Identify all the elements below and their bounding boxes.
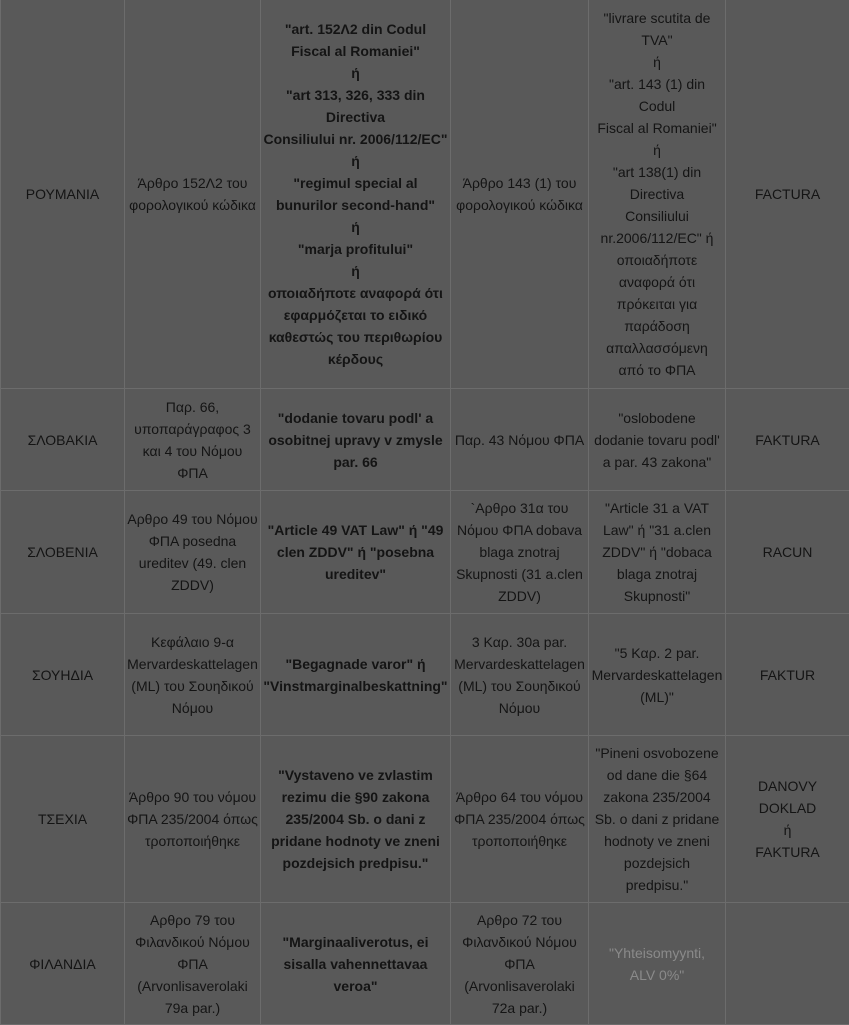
cell-line: τροποποιήθηκε <box>453 830 586 852</box>
document-type-cell <box>726 491 849 614</box>
exempt-mention-cell <box>589 389 726 491</box>
margin-article-cell <box>125 614 261 736</box>
country-cell: ΣΛΟΒΑΚΙΑ <box>1 389 125 491</box>
cell-line: Αρθρο 49 του Νόμου <box>127 508 258 530</box>
cell-line: "Vinstmarginalbeskattning" <box>263 675 448 697</box>
cell-line: εφαρμόζεται το ειδικό <box>263 304 448 326</box>
cell-line: από το ΦΠΑ <box>591 359 723 381</box>
cell-line: osobitnej upravy v zmysle <box>263 429 448 451</box>
cell-line: ALV 0%" <box>591 964 723 986</box>
cell-line: φορολογικού κώδικα <box>453 194 586 216</box>
margin-mention-cell <box>261 491 451 614</box>
cell-line: "marja profitului" <box>263 238 448 260</box>
cell-line: Skupnosti" <box>591 585 723 607</box>
table-row <box>1 0 849 389</box>
cell-line: "art. 143 (1) din <box>591 73 723 95</box>
cell-line: Αρθρο 79 του <box>127 909 258 931</box>
cell-line: rezimu die §90 zakona <box>263 786 448 808</box>
document-type-cell <box>726 389 849 491</box>
cell-line: Άρθρο 64 του νόμου <box>453 786 586 808</box>
cell-line: DOKLAD <box>728 797 847 819</box>
cell-line: Law" ή "31 a.clen <box>591 519 723 541</box>
cell-line: FAKTURA <box>728 841 847 863</box>
cell-line: a par. 43 zakona" <box>591 451 723 473</box>
cell-line: `Αρθρο 31α του <box>453 497 586 519</box>
cell-line: φορολογικού κώδικα <box>127 194 258 216</box>
exempt-mention-cell <box>589 491 726 614</box>
cell-line: "livrare scutita de <box>591 7 723 29</box>
country-cell: ΣΟΥΗΔΙΑ <box>1 614 125 736</box>
cell-line: ή <box>263 62 448 84</box>
margin-mention-cell <box>261 389 451 491</box>
cell-line: Νόμου ΦΠΑ dobava <box>453 519 586 541</box>
cell-line: (ML) του Σουηδικού <box>127 675 258 697</box>
cell-line: Κεφάλαιο 9-α <box>127 631 258 653</box>
cell-line: 79a par.) <box>127 997 258 1019</box>
cell-line: Νόμου <box>127 697 258 719</box>
cell-line: παράδοση <box>591 315 723 337</box>
cell-line: pridane hodnoty ve zneni <box>263 830 448 852</box>
cell-line: κέρδους <box>263 348 448 370</box>
cell-line: "oslobodene <box>591 407 723 429</box>
cell-line: Sb. o dani z pridane <box>591 808 723 830</box>
cell-line: Άρθρο 143 (1) του <box>453 172 586 194</box>
table-row <box>1 903 849 1025</box>
cell-line: ΦΠΑ <box>127 462 258 484</box>
cell-line: Mervardeskattelagen <box>127 653 258 675</box>
cell-line: τροποποιήθηκε <box>127 830 258 852</box>
cell-line: ZDDV" ή "dobaca <box>591 541 723 563</box>
country-cell: ΡΟΥΜΑΝΙΑ <box>1 0 125 389</box>
table-row <box>1 389 849 491</box>
cell-line: υποπαράγραφος 3 <box>127 418 258 440</box>
cell-line: zakona 235/2004 <box>591 786 723 808</box>
cell-line: ΦΠΑ 235/2004 όπως <box>453 808 586 830</box>
cell-line: 3 Καρ. 30a par. <box>453 631 586 653</box>
cell-line: DANOVY <box>728 775 847 797</box>
cell-line: ΦΠΑ <box>127 953 258 975</box>
cell-line: "art 138(1) din <box>591 161 723 183</box>
margin-article-cell <box>125 903 261 1025</box>
document-type-cell <box>726 903 849 1025</box>
cell-line: hodnoty ve zneni <box>591 830 723 852</box>
margin-article-cell <box>125 389 261 491</box>
country-cell: ΣΛΟΒΕΝΙΑ <box>1 491 125 614</box>
cell-line: ή <box>591 51 723 73</box>
cell-line: veroa" <box>263 975 448 997</box>
margin-mention-cell <box>261 736 451 903</box>
cell-line: Άρθρο 152Λ2 του <box>127 172 258 194</box>
document-type-cell <box>726 736 849 903</box>
cell-line: ZDDV) <box>453 585 586 607</box>
cell-line: πρόκειται για <box>591 293 723 315</box>
exempt-mention-cell <box>589 614 726 736</box>
exempt-article-cell <box>451 389 589 491</box>
table-row <box>1 491 849 614</box>
cell-line: (Arvonlisaverolaki <box>453 975 586 997</box>
cell-line: και 4 του Νόμου <box>127 440 258 462</box>
exempt-mention-cell <box>589 0 726 389</box>
exempt-article-cell <box>451 614 589 736</box>
cell-line: bunurilor second-hand" <box>263 194 448 216</box>
cell-line: ureditev (49. clen <box>127 552 258 574</box>
cell-line: "art 313, 326, 333 din <box>263 84 448 106</box>
cell-line: "5 Καρ. 2 par. <box>591 642 723 664</box>
cell-line: αναφορά ότι <box>591 271 723 293</box>
margin-mention-cell <box>261 0 451 389</box>
margin-article-cell <box>125 491 261 614</box>
cell-line: ΦΠΑ <box>453 953 586 975</box>
cell-line: ή <box>263 216 448 238</box>
cell-line: ή <box>591 139 723 161</box>
cell-line: nr.2006/112/EC" ή <box>591 227 723 249</box>
exempt-article-cell <box>451 903 589 1025</box>
cell-line: "Begagnade varor" ή <box>263 653 448 675</box>
cell-line: Consiliului nr. 2006/112/EC" <box>263 128 448 150</box>
cell-line: "Yhteisomyynti, <box>591 942 723 964</box>
cell-line: "art. 152Λ2 din Codul <box>263 18 448 40</box>
cell-line: "dodanie tovaru podl' a <box>263 407 448 429</box>
cell-line: TVA" <box>591 29 723 51</box>
cell-line: "regimul special al <box>263 172 448 194</box>
exempt-mention-cell <box>589 903 726 1025</box>
cell-line: blaga znotraj <box>453 541 586 563</box>
cell-line: 235/2004 Sb. o dani z <box>263 808 448 830</box>
cell-line: Skupnosti (31 a.clen <box>453 563 586 585</box>
cell-line: Παρ. 66, <box>127 396 258 418</box>
cell-line: Mervardeskattelagen <box>591 664 723 686</box>
cell-line: ή <box>263 150 448 172</box>
cell-line: Παρ. 43 Νόμου ΦΠΑ <box>453 429 586 451</box>
cell-line: Consiliului <box>591 205 723 227</box>
country-cell: ΤΣΕΧΙΑ <box>1 736 125 903</box>
cell-line: Άρθρο 90 του νόμου <box>127 786 258 808</box>
exempt-article-cell <box>451 736 589 903</box>
cell-line: Fiscal al Romaniei" <box>263 40 448 62</box>
cell-line: pozdejsich <box>591 852 723 874</box>
cell-line: "Article 31 a VAT <box>591 497 723 519</box>
cell-line: predpisu." <box>591 874 723 896</box>
exempt-article-cell <box>451 0 589 389</box>
cell-line: απαλλασσόμενη <box>591 337 723 359</box>
cell-line: ΦΠΑ posedna <box>127 530 258 552</box>
margin-article-cell <box>125 736 261 903</box>
cell-line: FACTURA <box>728 183 847 205</box>
cell-line: οποιαδήποτε αναφορά ότι <box>263 282 448 304</box>
cell-line: od dane die §64 <box>591 764 723 786</box>
cell-line: Directiva <box>591 183 723 205</box>
cell-line: clen ZDDV" ή "posebna <box>263 541 448 563</box>
cell-line: par. 66 <box>263 451 448 473</box>
cell-line: ή <box>263 260 448 282</box>
cell-line: Mervardeskattelagen <box>453 653 586 675</box>
margin-mention-cell <box>261 614 451 736</box>
cell-line: blaga znotraj <box>591 563 723 585</box>
cell-line: "Article 49 VAT Law" ή "49 <box>263 519 448 541</box>
cell-line: "Marginaaliverotus, ei <box>263 931 448 953</box>
exempt-mention-cell <box>589 736 726 903</box>
cell-line: FAKTUR <box>728 664 847 686</box>
document-type-cell <box>726 614 849 736</box>
cell-line: Φιλανδικού Νόμου <box>127 931 258 953</box>
table-row <box>1 736 849 903</box>
cell-line: ή <box>728 819 847 841</box>
table-body <box>1 0 849 1025</box>
cell-line: sisalla vahennettavaa <box>263 953 448 975</box>
cell-line: pozdejsich predpisu." <box>263 852 448 874</box>
cell-line: (Arvonlisaverolaki <box>127 975 258 997</box>
cell-line: Φιλανδικού Νόμου <box>453 931 586 953</box>
cell-line: dodanie tovaru podl' <box>591 429 723 451</box>
cell-line: 72a par.) <box>453 997 586 1019</box>
cell-line: (ML)" <box>591 686 723 708</box>
margin-mention-cell <box>261 903 451 1025</box>
cell-line: ZDDV) <box>127 574 258 596</box>
cell-line: RACUN <box>728 541 847 563</box>
cell-line: "Pineni osvobozene <box>591 742 723 764</box>
cell-line: Νόμου <box>453 697 586 719</box>
cell-line: (ML) του Σουηδικού <box>453 675 586 697</box>
cell-line: ΦΠΑ 235/2004 όπως <box>127 808 258 830</box>
table-row <box>1 614 849 736</box>
cell-line: ureditev" <box>263 563 448 585</box>
exempt-article-cell <box>451 491 589 614</box>
cell-line: Fiscal al Romaniei" <box>591 117 723 139</box>
cell-line: FAKTURA <box>728 429 847 451</box>
margin-article-cell <box>125 0 261 389</box>
cell-line: Directiva <box>263 106 448 128</box>
cell-line: Αρθρο 72 του <box>453 909 586 931</box>
cell-line: οποιαδήποτε <box>591 249 723 271</box>
cell-line: καθεστώς του περιθωρίου <box>263 326 448 348</box>
cell-line: "Vystaveno ve zvlastim <box>263 764 448 786</box>
document-type-cell <box>726 0 849 389</box>
cell-line: Codul <box>591 95 723 117</box>
country-cell: ΦΙΛΑΝΔΙΑ <box>1 903 125 1025</box>
